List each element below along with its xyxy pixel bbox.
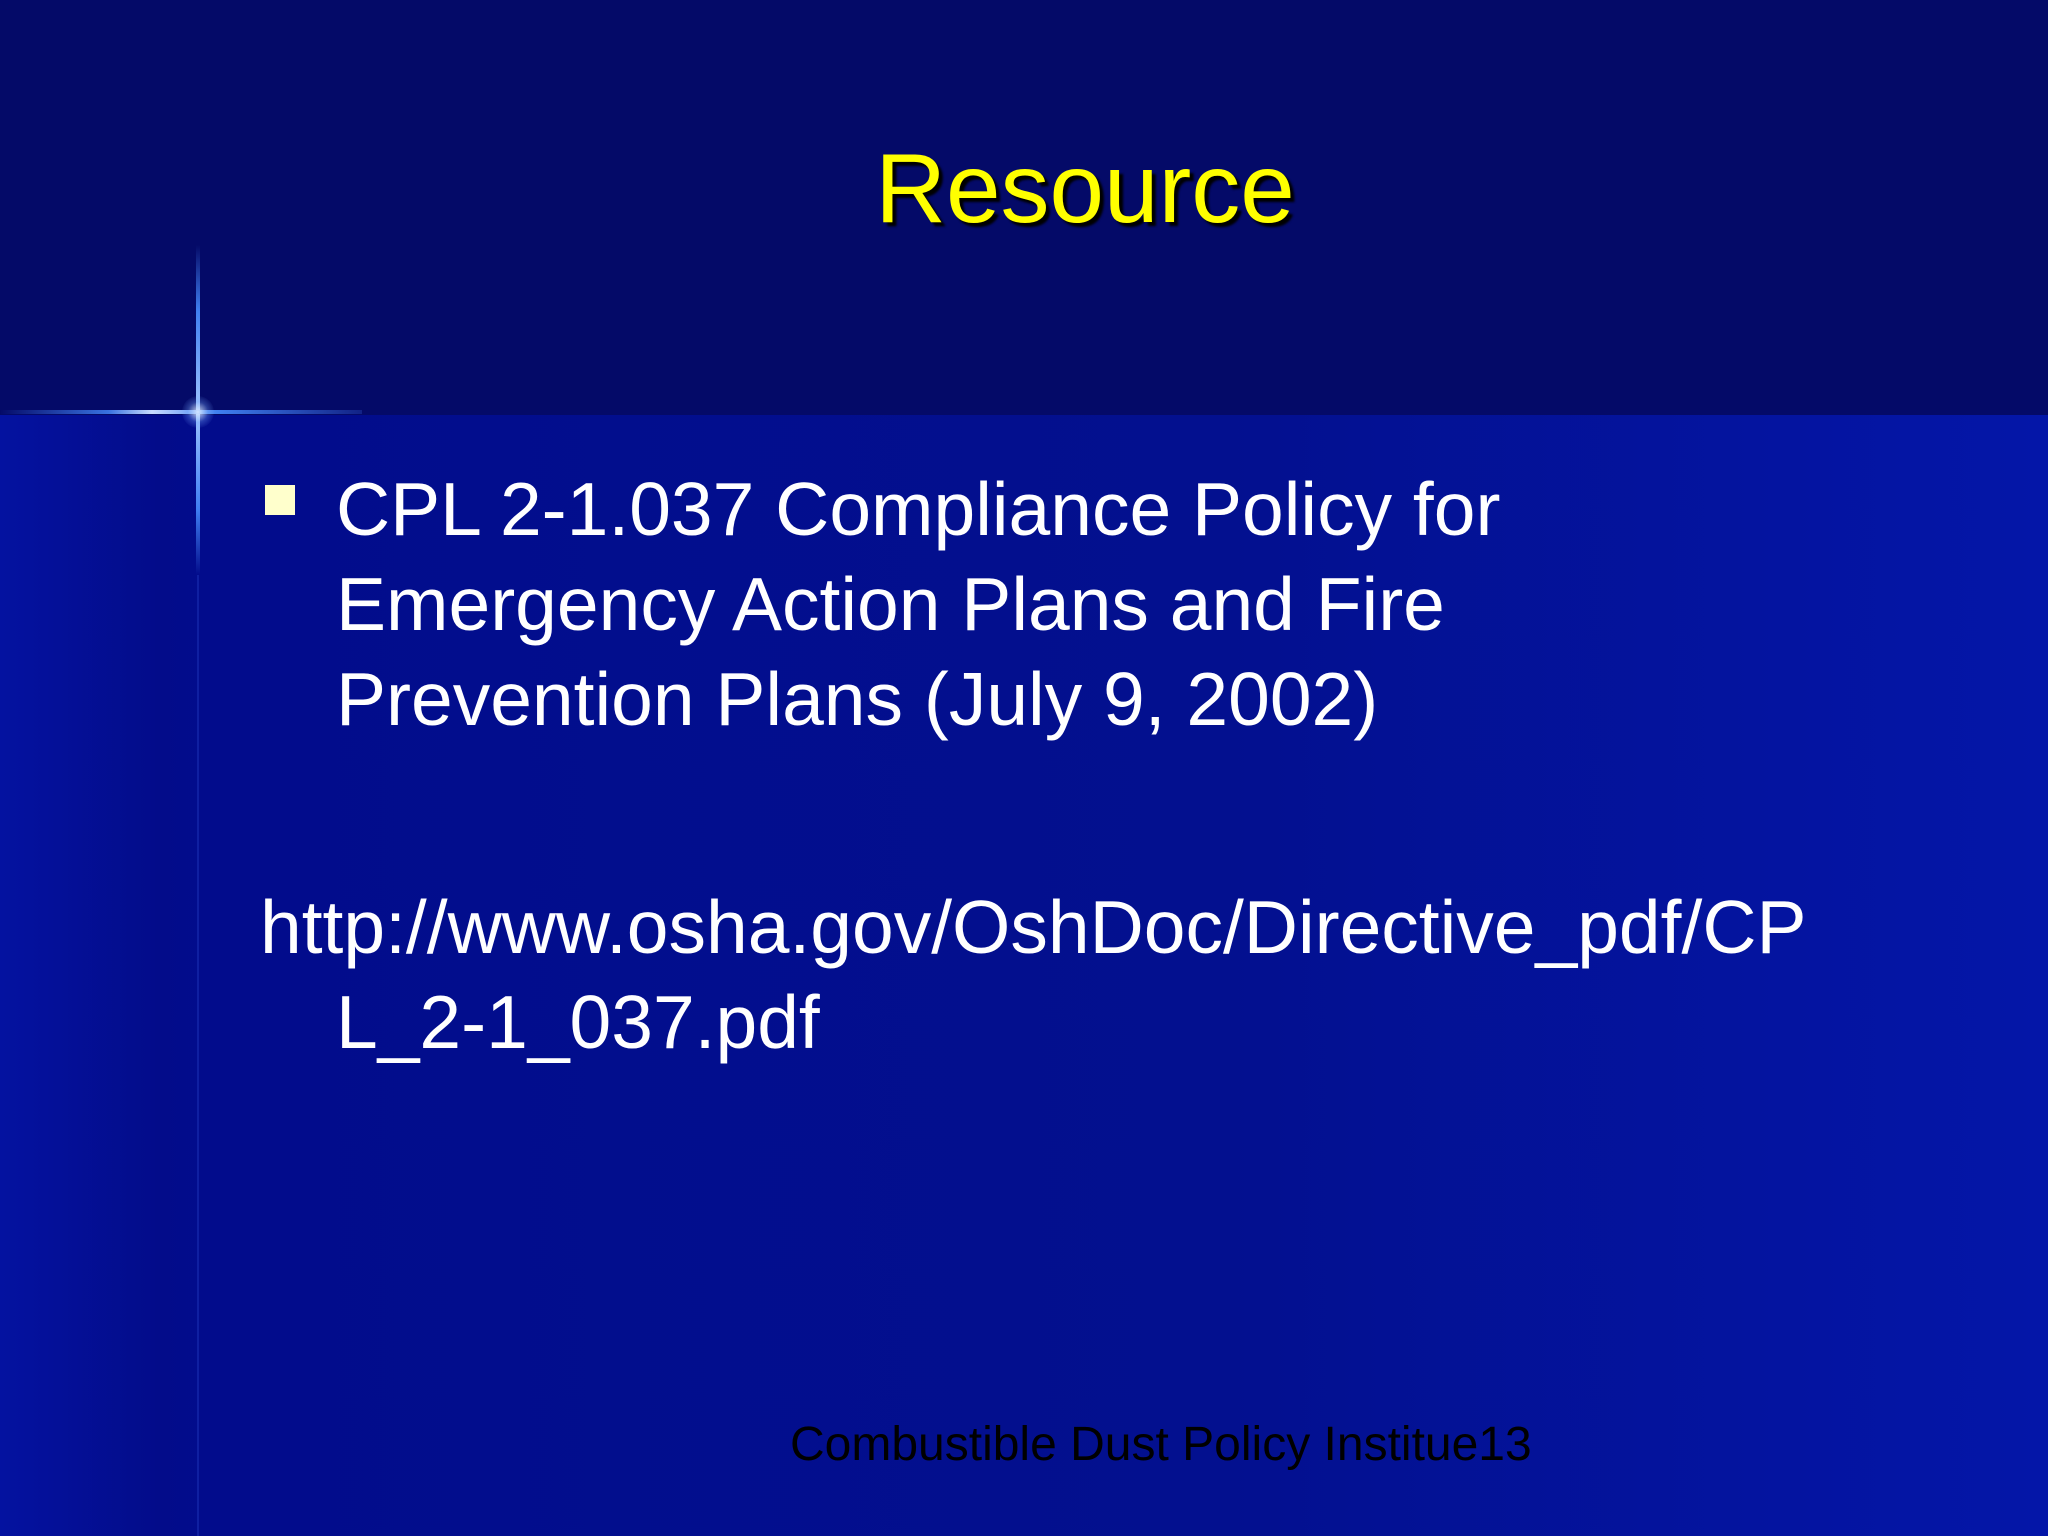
slide-title: Resource [875, 133, 1295, 243]
left-shade-decoration [0, 415, 200, 1536]
resource-url [260, 880, 2020, 1070]
square-bullet-icon [265, 485, 295, 515]
url-line: L_2-1_037.pdf [336, 980, 820, 1064]
bullet-line: Prevention Plans (July 9, 2002) [336, 657, 1379, 741]
bullet-line: CPL 2-1.037 Compliance Policy for [336, 467, 1501, 551]
slide-footer: Combustible Dust Policy Institue13 [790, 1418, 1532, 1471]
url-line: http://www.osha.gov/OshDoc/Directive_pdf/CP [260, 885, 1807, 969]
bullet-line: Emergency Action Plans and Fire [336, 562, 1445, 646]
cross-glow-decoration [182, 396, 214, 428]
vertical-accent-line-faint [197, 575, 199, 1536]
horizontal-accent-line [0, 410, 362, 414]
bullet-item [336, 462, 2016, 747]
